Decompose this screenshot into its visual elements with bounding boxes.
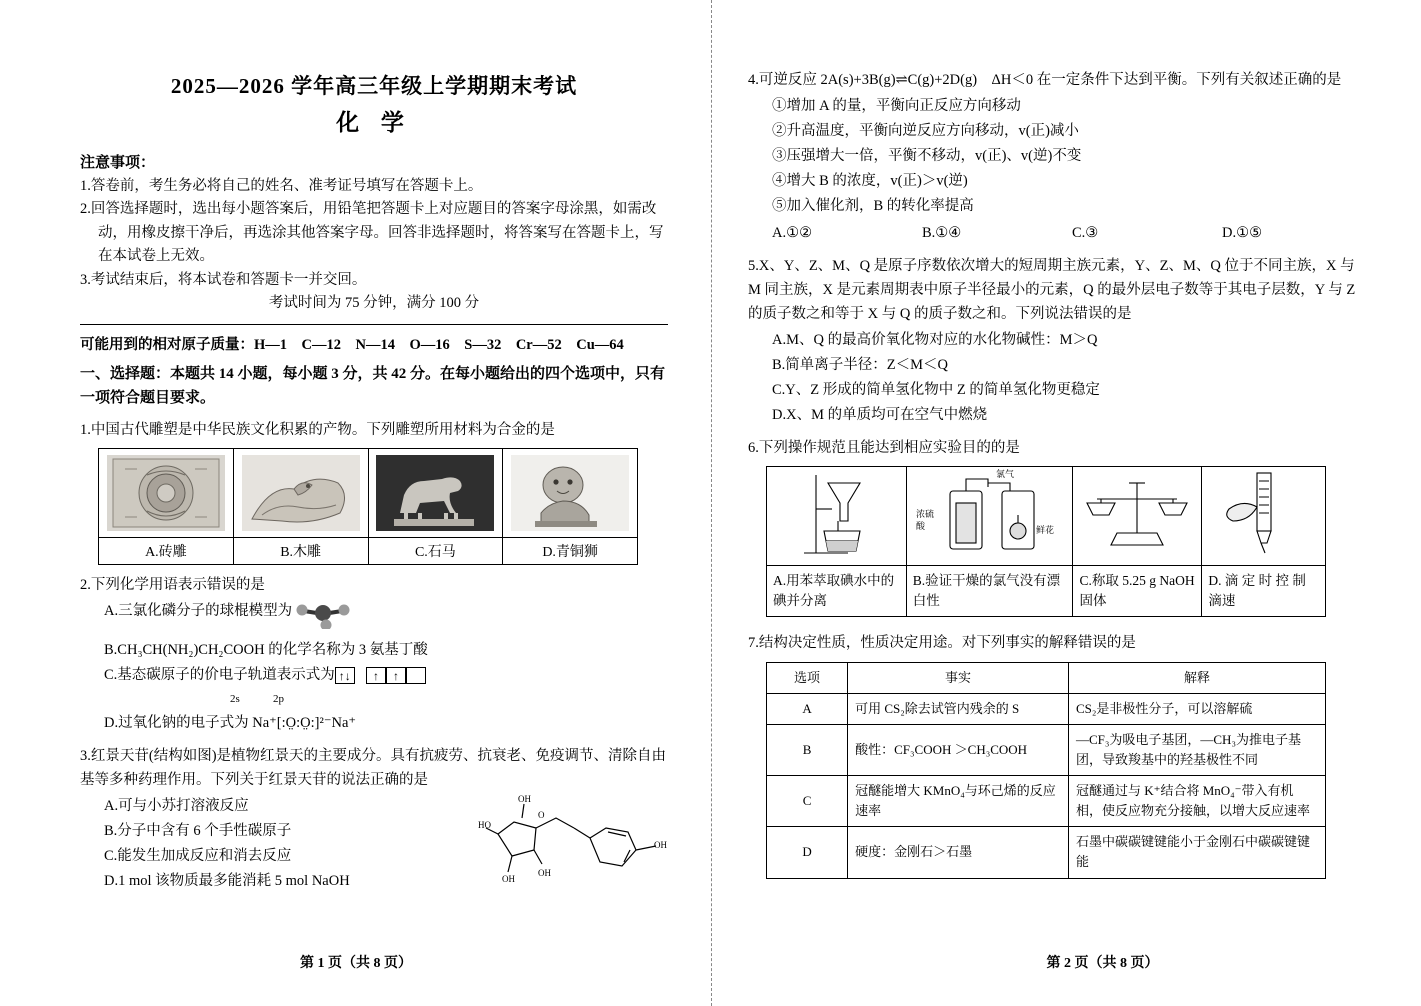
q4-statement-3: ③压强增大一倍，平衡不移动，v(正)、v(逆)不变 — [772, 147, 1082, 164]
notice-heading: 注意事项： — [80, 155, 156, 171]
header-explain: 解释 — [1068, 662, 1325, 693]
wood-carving-thumb — [242, 455, 360, 531]
q2-option-c-text: C.基态碳原子的价电子轨道表示式为 — [104, 666, 335, 683]
salidroside-structure — [478, 788, 678, 903]
q4-option-d: D.①⑤ — [1222, 224, 1263, 241]
burette-control — [1209, 469, 1319, 557]
question-7-table — [766, 662, 1326, 879]
q6-caption-d: D. 滴 定 时 控 制 滴速 — [1202, 565, 1326, 617]
row-b-option: B — [767, 724, 848, 775]
section-1-title: 一、选择题：本题共 14 小题，每小题 3 分，共 42 分。在每小题给出的四个选项中，只有一项符合题目要求。 — [80, 365, 666, 406]
q4-option-a: A.①② — [772, 224, 813, 241]
q3-option-d: D.1 mol 该物质最多能消耗 5 mol NaOH — [104, 872, 350, 889]
question-2-stem: 2.下列化学用语表示错误的是 — [80, 576, 265, 593]
label-flower: 鲜花 — [1035, 524, 1054, 535]
bronze-lion-thumb — [511, 455, 629, 531]
q2-option-a — [104, 599, 668, 638]
q6-image-d — [1202, 466, 1326, 565]
q1-option-b: B.木雕 — [233, 537, 368, 564]
q2-option-d: D.过氧化钠的电子式为 Na⁺[:O̤:O̤:]²⁻Na⁺ — [104, 714, 357, 731]
pcl3-ball-stick-model — [292, 599, 354, 638]
page-title: 2025—2026 学年高三年级上学期期末考试 — [170, 74, 578, 98]
svg-text:OH: OH — [502, 873, 515, 884]
q6-caption-c: C.称取 5.25 g NaOH 固体 — [1073, 565, 1202, 617]
q4-option-b: B.①④ — [922, 224, 962, 241]
q2-option-b: B.CH₃CH(NH₂)CH₂COOH 的化学名称为 3 氨基丁酸 — [104, 641, 428, 658]
q1-image-d — [503, 448, 638, 537]
label-cl2: 氯气 — [995, 468, 1014, 479]
orbital-box-2p-2: ↑ — [386, 667, 406, 684]
q1-option-a: A.砖雕 — [99, 537, 234, 564]
notice-item-2: 2.回答选择题时，选出每小题答案后，用铅笔把答题卡上对应题目的答案字母涂黑，如需改动，用橡皮擦干净后，再选涂其他答案字母。回答非选择题时，将答案写在答题卡上，写在本试卷上无效。 — [80, 201, 664, 265]
q4-options — [772, 221, 1361, 246]
row-c-option: C — [767, 776, 848, 827]
row-a-fact: 可用 CS₂除去试管内残余的 S — [848, 693, 1069, 724]
q5-option-a: A.M、Q 的最高价氧化物对应的水化物碱性：M＞Q — [772, 331, 1098, 348]
question-6-table — [766, 466, 1326, 618]
notice-item-1: 1.答卷前，考生务必将自己的姓名、准考证号填写在答题卡上。 — [80, 178, 483, 194]
table-row — [767, 693, 1326, 724]
q3-option-a: A.可与小苏打溶液反应 — [104, 797, 249, 814]
q3-option-c: C.能发生加成反应和消去反应 — [104, 847, 292, 864]
svg-text:HO: HO — [478, 819, 491, 830]
table-header-row — [767, 662, 1326, 693]
svg-text:OH: OH — [654, 839, 667, 850]
question-1-image-table — [98, 448, 638, 565]
q4-statement-5: ⑤加入催化剂，B 的转化率提高 — [772, 197, 974, 214]
table-row — [767, 776, 1326, 827]
label-2p: 2p — [273, 692, 285, 705]
row-c-explain: 冠醚通过与 K⁺结合将 MnO₄⁻带入有机相，使反应物充分接触，以增大反应速率 — [1068, 776, 1325, 827]
q1-option-c: C.石马 — [368, 537, 503, 564]
q2-option-c — [104, 663, 668, 688]
subject-title: 化 学 — [336, 110, 412, 135]
page-right — [712, 0, 1421, 1006]
question-3-stem: 3.红景天苷(结构如图)是植物红景天的主要成分。具有抗疲劳、抗衰老、免疫调节、清除自由基等多种药理作用。下列关于红景天苷的说法正确的是 — [80, 747, 667, 788]
svg-text:OH: OH — [538, 867, 551, 878]
row-b-explain: —CF₃为吸电子基团，—CH₃为推电子基团，导致羧基中的羟基极性不同 — [1068, 724, 1325, 775]
q4-statement-1: ①增加 A 的量，平衡向正反应方向移动 — [772, 98, 1021, 115]
q6-caption-b: B.验证干燥的氯气没有漂白性 — [906, 565, 1073, 617]
row-d-fact: 硬度：金刚石＞石墨 — [848, 827, 1069, 878]
page-left-footer: 第 1 页（共 8 页） — [300, 956, 412, 971]
label-2s: 2s — [230, 692, 240, 705]
question-1-stem: 1.中国古代雕塑是中华民族文化积累的产物。下列雕塑所用材料为合金的是 — [80, 421, 555, 438]
table-row — [767, 724, 1326, 775]
table-row — [767, 827, 1326, 878]
divider-rule — [80, 324, 668, 325]
q6-image-a — [767, 466, 907, 565]
svg-text:OH: OH — [518, 793, 531, 804]
row-d-explain: 石墨中碳碳键键能小于金刚石中碳碳键键能 — [1068, 827, 1325, 878]
q2-orbital-labels — [230, 686, 668, 711]
q3-option-b: B.分子中含有 6 个手性碳原子 — [104, 822, 292, 839]
q2-option-a-text: A.三氯化磷分子的球棍模型为 — [104, 603, 293, 620]
header-fact: 事实 — [848, 662, 1069, 693]
row-a-explain: CS₂是非极性分子，可以溶解硫 — [1068, 693, 1325, 724]
q4-statement-2: ②升高温度，平衡向逆反应方向移动，v(正)减小 — [772, 123, 1079, 139]
q5-option-d: D.X、M 的单质均可在空气中燃烧 — [772, 406, 988, 423]
extraction-apparatus — [776, 469, 896, 557]
row-d-option: D — [767, 827, 848, 878]
stone-horse-thumb — [376, 455, 494, 531]
orbital-box-2p-3 — [406, 667, 426, 684]
q6-image-b — [906, 466, 1073, 565]
row-a-option: A — [767, 693, 848, 724]
page-right-footer: 第 2 页（共 8 页） — [1046, 956, 1159, 971]
carbon-orbital-diagram — [335, 663, 426, 688]
label-acid: 浓硫 — [915, 508, 934, 519]
balance-weighing — [1077, 469, 1197, 557]
q5-option-b: B.简单离子半径：Z＜M＜Q — [772, 356, 949, 373]
chlorine-bleach-test — [910, 469, 1070, 557]
relative-atomic-mass: 可能用到的相对原子质量：H—1 C—12 N—14 O—16 S—32 Cr—52 Cu—64 — [80, 336, 624, 353]
svg-text:O: O — [538, 809, 545, 820]
question-7-stem: 7.结构决定性质，性质决定用途。对下列事实的解释错误的是 — [748, 635, 1136, 652]
q6-caption-a: A.用苯萃取碘水中的碘并分离 — [767, 565, 907, 617]
question-6-stem: 6.下列操作规范且能达到相应实验目的的是 — [748, 439, 1020, 456]
q1-image-c — [368, 448, 503, 537]
q5-option-c: C.Y、Z 形成的简单氢化物中 Z 的简单氢化物更稳定 — [772, 381, 1100, 398]
notice-item-3: 3.考试结束后，将本试卷和答题卡一并交回。 — [80, 271, 367, 288]
q6-image-c — [1073, 466, 1202, 565]
row-b-fact: 酸性：CF₃COOH ＞CH₃COOH — [848, 724, 1069, 775]
q1-image-a — [99, 448, 234, 537]
question-4-stem: 4.可逆反应 2A(s)+3B(g)⇌C(g)+2D(g) ΔH＜0 在一定条件下达到平衡。下列有关叙述正确的是 — [748, 72, 1342, 88]
orbital-box-2s: ↑↓ — [335, 667, 355, 684]
header-option: 选项 — [767, 662, 848, 693]
svg-text:酸: 酸 — [915, 520, 925, 531]
orbital-box-2p-1: ↑ — [366, 667, 386, 684]
brick-carving-thumb — [107, 455, 225, 531]
q1-option-d: D.青铜狮 — [503, 537, 638, 564]
question-5-stem: 5.X、Y、Z、M、Q 是原子序数依次增大的短周期主族元素，Y、Z、M、Q 位于不同主族，X 与 M 同主族，X 是元素周期表中原子半径最小的元素，Q 的最外层电子数等于其电子层数，Y 与 Z 的质子数之和等于 X 与 Q 的质子数之和。下列说法错误的是 — [748, 257, 1356, 322]
q1-image-b — [233, 448, 368, 537]
row-c-fact: 冠醚能增大 KMnO₄与环己烯的反应速率 — [848, 776, 1069, 827]
q4-statement-4: ④增大 B 的浓度，v(正)＞v(逆) — [772, 172, 968, 189]
exam-info: 考试时间为 75 分钟，满分 100 分 — [268, 295, 480, 312]
q4-option-c: C.③ — [1072, 224, 1099, 241]
